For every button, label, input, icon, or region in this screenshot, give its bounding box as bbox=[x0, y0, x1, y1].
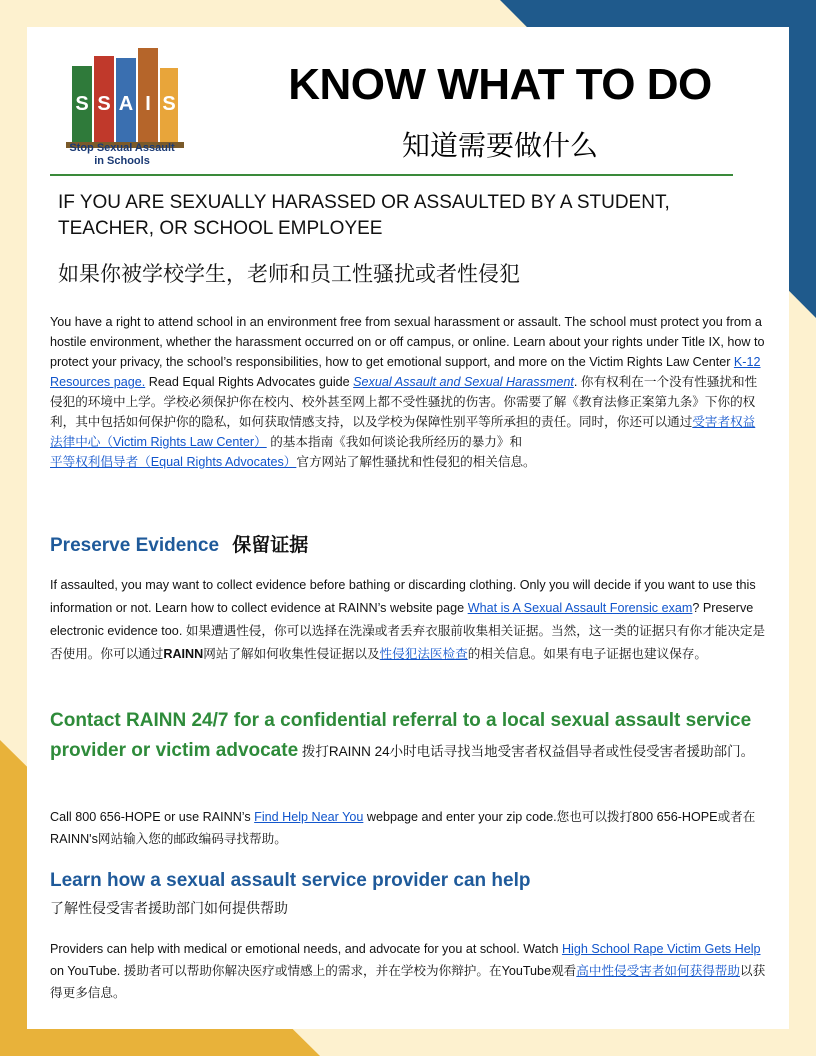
learn-provider-heading-cn: 了解性侵受害者援助部门如何提供帮助 bbox=[50, 900, 288, 916]
intro-heading-line2: TEACHER, OR SCHOOL EMPLOYEE bbox=[58, 218, 383, 239]
preserve-paragraph: If assaulted, you may want to collect evidence before bathing or discarding clothing. Only you will decide if you want to use this information or not. Learn how to collect evidence at RAINN’s website page What is A Sexual Assault Forensic exam? Preserve electronic evidence too. 如果遭遇性侵，你可以选择在洗澡或者丢弃衣服前收集相关证据。当然，这一类的证据只有你才能决定是否使用。你可以通过RAINN网站了解如何收集性侵证据以及性侵犯法医检查的相关信息。如果有电子证据也建议保存。 bbox=[50, 578, 766, 661]
logo-caption-line2: in Schools bbox=[94, 155, 150, 167]
intro-paragraph: You have a right to attend school in an environment free from sexual harassment or assault. The school must protect you from a hostile environment, whether the harassment occurred on or off campus, or online. Learn about your rights under Title IX, how to protect your privacy, the school’s responsibilities, how to get emotional support, and more on the Victim Rights Law Center K-12 Resources page. Read Equal Rights Advocates guide Sexual Assault and Sexual Harassment. 你有权利在一个没有性骚扰和性侵犯的环境中上学。学校必须保护你在校内、校外甚至网上都不受性骚扰的伤害。你需要了解《教育法修正案第九条》下你的权利，其中包括如何保护你的隐私，如何获取情感支持，以及学校为保障性别平等所承担的责任。同时，你还可以通过受害者权益法律中心（Victim Rights Law Center） 的基本指南《我如何谈论我所经历的暴力》和平等权利倡导者（Equal Rights Advocates）官方网站了解性骚扰和性侵犯的相关信息。 bbox=[50, 315, 765, 469]
logo-caption bbox=[52, 142, 192, 168]
preserve-evidence-heading-cn: 保留证据 bbox=[232, 535, 309, 556]
vrlc-link-cn[interactable]: 受害者权益法律中心（Victim Rights Law Center） bbox=[50, 415, 756, 449]
page-subtitle: 知道需要做什么 bbox=[401, 130, 598, 161]
header-divider bbox=[50, 174, 733, 176]
learn-provider-heading: Learn how a sexual assault service provider can help bbox=[50, 870, 531, 891]
logo-letter-a: A bbox=[118, 93, 134, 115]
contact-rainn-heading: Contact RAINN 24/7 for a confidential referral to a local sexual assault service provider or victim advocate bbox=[50, 710, 752, 761]
logo-letter-s1: S bbox=[75, 93, 89, 115]
intro-heading-cn: 如果你被学校学生，老师和员工性骚扰或者性侵犯 bbox=[58, 263, 520, 286]
preserve-evidence-heading: Preserve Evidence 保留证据 bbox=[50, 535, 309, 556]
era-guide-link[interactable]: Sexual Assault and Sexual Harassment bbox=[353, 375, 574, 389]
forensic-exam-link[interactable]: What is A Sexual Assault Forensic exam bbox=[467, 601, 693, 615]
intro-heading-line1: IF YOU ARE SEXUALLY HARASSED OR ASSAULTED BY A STUDENT, bbox=[58, 192, 670, 213]
high-school-victim-video-link-cn[interactable]: 高中性侵受害者如何获得帮助 bbox=[576, 964, 740, 978]
era-link-cn[interactable]: 平等权利倡导者（Equal Rights Advocates） bbox=[50, 455, 297, 469]
learn-paragraph: Providers can help with medical or emotional needs, and advocate for you at school. Watch High School Rape Victim Gets Help on YouTube. 援助者可以帮助你解决医疗或情感上的需求，并在学校为你辩护。在YouTube观看高中性侵受害者如何获得帮助以获得更多信息。 bbox=[50, 942, 766, 1000]
logo-letter-s3: S bbox=[162, 93, 176, 115]
logo-letter-s2: S bbox=[97, 93, 111, 115]
logo-caption-line1: Stop Sexual Assault bbox=[69, 142, 175, 154]
contact-rainn-heading-cn: 拨打RAINN 24小时电话寻找当地受害者权益倡导者或性侵受害者援助部门。 bbox=[298, 744, 755, 759]
forensic-exam-link-cn[interactable]: 性侵犯法医检查 bbox=[379, 647, 468, 661]
high-school-victim-video-link[interactable]: High School Rape Victim Gets Help bbox=[561, 942, 761, 956]
intro-heading bbox=[58, 190, 758, 242]
contact-paragraph: Call 800 656-HOPE or use RAINN’s Find Help Near You webpage and enter your zip code.您也可以拨打800 656-HOPE或者在RAINN's网站输入您的邮政编码寻找帮助。 bbox=[50, 810, 756, 846]
logo-letter-i: I bbox=[145, 93, 151, 115]
find-help-near-you-link[interactable]: Find Help Near You bbox=[254, 810, 364, 824]
contact-rainn-section bbox=[50, 706, 766, 767]
page-title: KNOW WHAT TO DO bbox=[288, 60, 712, 109]
k12-resources-link[interactable]: K-12 Resources page. bbox=[50, 355, 761, 389]
